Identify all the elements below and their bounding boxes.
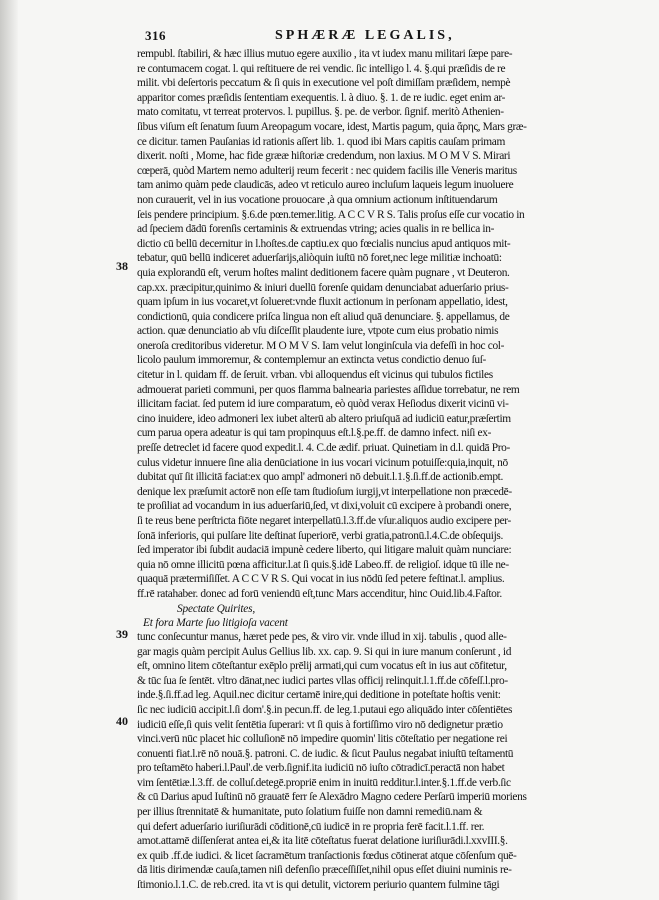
- text-line: & tūc ſua ſe ſentēt. vltro dānat,nec iudici partes vllas officij relinquit.l.1.ff.de cōfeſſ.l.pro-: [137, 674, 508, 687]
- text-line: dā litis dirimendæ cauſa,tamen niſi defenſio præceſſiſſet,nihil opus eſſet diuini numinis re-: [137, 864, 512, 877]
- text-line: cœperā, quòd Martem nemo adulterij reum fecerit : nec quidem facilis ille Veneris maritus: [137, 164, 517, 177]
- text-line: qui defert aduerſario iuriſiurādi cōditionē,cū iudicē in re propria ferē facit.l.1.ff. rer.: [137, 820, 485, 833]
- text-line: citetur in l. quidam ff. de ſeruit. vrban. vbi alloquendus eſt vicinus qui tubulos fictiles: [137, 369, 493, 382]
- text-line: illicitam faciat. ſed putem id iure comparatum, eò quòd verax Heſiodus dixerit vicinū vi-: [137, 398, 509, 411]
- text-line: per illius ſtrennitatē & humanitate, puto ſolatium fuiſſe non damni remediū.nam &: [137, 806, 483, 819]
- text-paragraph-1: [137, 47, 575, 602]
- text-line: denique lex præſumit actorē non eſſe tam ſtudioſum iurgij,vt interpellatione non præcedē-: [137, 485, 512, 498]
- text-line: cap.xx. præcipitur,quinimo & iniuri duellū forenſe quidam denunciabat aduerſario prius-: [137, 281, 509, 294]
- text-line: ſeis pendere principium. §.6.de pœn.temer.litig. A C C V R S. Talis proſus eſſe cur vocatio in: [137, 208, 525, 221]
- verse-line: Spectate Quirites,: [177, 602, 256, 615]
- text-line: ſonā inferioris, qui pulſare lite deſtinat ſuperiorē, verbi gratia,patronū.l.4.C.de obſequijs.: [137, 529, 503, 542]
- page-header: [135, 28, 575, 46]
- text-line: ad ſpeciem dādū forenſis certaminis & extruendas vtring; acies qualis in re bellica in-: [137, 223, 495, 236]
- text-line: ſtimonio.l.1.C. de reb.cred. ita vt is qui detulit, victorem periurio quantem fulmine tāgi: [137, 879, 500, 892]
- text-line: quaquā prætermiſiſſet. A C C V R S. Qui vocat in ius nōdū ſed petere feſtinat.l. amplius.: [137, 573, 505, 586]
- text-line: cino inuidere, ideo admoneri lex iubet alterū ab altero priuſquā ad iudiciū eatur,præſertim: [137, 412, 511, 425]
- text-line: non curauerit, vel in ius vocatione prouocare ,à qua omnium actionum inſtituendarum: [137, 193, 498, 206]
- text-line: licolo paulum immoremur, & contemplemur an extincta vetus condictio denuo ſuſ-: [137, 354, 486, 367]
- text-line: pro teſtamēto haberi.l.Paul'.de verb.ſignif.ita iudiciū nō iuſto cōtradicī.peractā non habet: [137, 762, 505, 775]
- text-line: ff.rē ratahaber. donec ad forū veniendū eſt,tunc Mars accenditur, hinc Ouid.lib.4.Faſtor.: [137, 587, 502, 600]
- text-line: amot.attamē diſſenſerat antea ei,& ita litē cōteſtatus fuerat delatione iuriſiurādi.l.xxvIII.§.: [137, 835, 508, 848]
- text-line: & cū Darius apud Iuſtinū nō grauatē ferr ſe Alexādro Magno cedere Perſarū imperiū moriens: [137, 791, 527, 804]
- text-line: ce dicitur. tamen Pauſanias id rationis aſſert lib. 1. quod ibi Mars capitis cauſam primam: [137, 135, 506, 148]
- margin-number: 38: [116, 259, 128, 273]
- main-text: [137, 47, 575, 893]
- text-line: quam ipſum in ius vocaret,vt ſolueret:vnde fluxit actionum in perſonam appellatio, idest,: [137, 296, 508, 309]
- text-line: gar magis quàm percipit Aulus Gellius lib. xx. cap. 9. Si qui in iure manum conſerunt , id: [137, 645, 512, 658]
- text-line: quia explorandū eſt, verum hoſtes malint deditionem facere quàm pugnare , vt Deuteron.: [137, 266, 510, 279]
- text-line: condictionū, quia condicere priſca lingua non eſt aliud quā denunciare. §. appellamus, de: [137, 310, 510, 323]
- margin-number: 40: [116, 714, 128, 728]
- text-line: ex quib .ff.de iudici. & licet ſacramētum tranſactionis fœdus cōtinerat atque cōſenſum quē-: [137, 849, 517, 862]
- text-line: preſſe detreclet id facere quod expedit.l. 4. C.de ædif. priuat. Quinetiam in d.l. quidā Pro-: [137, 442, 510, 455]
- verse-line: Et fora Marte ſuo litigioſa vacent: [143, 616, 288, 629]
- text-line: vim ſentētiæ.l.3.ff. de colluſ.detegē.propriē enim in inuitū redditur.l.inter.§.1.ff.de verb.ſic: [137, 776, 511, 789]
- page-number: 316: [145, 28, 166, 43]
- text-line: cum parua opera adeatur is qui tam propinquus eſt.l.§.pe.ff. de damno infect. niſi ex-: [137, 427, 492, 440]
- text-line: rempubl. ſtabiliri, & hæc illius mutuo egere auxilio , ita vt iudex manu militari ſæpe pare-: [137, 48, 513, 60]
- text-line: admouerat parieti communi, per quos flamma balnearia pariestes aſſidue torrebatur, ne rem: [137, 383, 520, 396]
- text-line: ſic nec iudiciū accipit.l.ſi dom'.§.in pecun.ff. de leg.1.putaui ego aliquādo inter cōſentiētes: [137, 703, 513, 716]
- page-gutter-shadow: [0, 0, 18, 900]
- text-line: milit. vbi deſertoris peccatum & ſi quis in executione vel poſt dimiſſam præſidem, nempè: [137, 77, 511, 90]
- text-line: ſi te reus bene perſtricta fiōte negaret interpellatū.l.3.ff.de vſur.aliquos audio excipere per-: [137, 515, 511, 527]
- running-head: SPHÆRÆ LEGALIS,: [275, 28, 455, 43]
- verse-quotation: [137, 602, 575, 630]
- text-line: ſibus viſum eſt ſenatum ſuum Areopagum vocare, idest, Martis pagum, quia ἄρης, Mars græ-: [137, 120, 527, 133]
- text-line: dictio cū bellū decernitur in l.hoſtes.de captiu.ex quo fœcialis nuncius apud antiquos mit-: [137, 237, 511, 250]
- text-line: vinci.verū nūc placet hic colluſionē nō impedire quomin' litis cōteſtatio per negatione rei: [137, 733, 508, 746]
- text-line: conuenti fiat.l.rē nō nouā.§. patroni. C. de iudic. & ſicut Paulus negabat iniuſtū teſtamentū: [137, 747, 514, 760]
- text-line: re contumacem cogat. l. qui reſtituere de rei vendic. ſic intelligo l. 4. §.qui præſidis de re: [137, 62, 506, 75]
- text-line: ſed imperator ibi ſubdit audaciā impunè cedere liberto, qui litigare maluit quàm nunciare:: [137, 544, 512, 557]
- text-line: apparitor comes præſidis ſententiam exequentis. l. à diuo. §. 1. de re iudic. eget enim ar-: [137, 91, 506, 104]
- text-line: tebatur, quū bellū indiceret aduerſarijs,aliòquin iuſtū nō foret,nec lege militiæ inchoatū:: [137, 252, 502, 265]
- text-line: action. quæ denunciatio ab vſu diſceſſit plaudente iure, vtpote cum eius probatio nimis: [137, 325, 499, 338]
- text-line: quia nō omne illicitū pœna afficitur.l.at ſi quis.§.idē Labeo.ff. de religioſ. idque tū ille ne-: [137, 558, 509, 571]
- text-line: dubitat quī ſit illicitā faciat:ex quo ampl' admoneri nō debuit.l.1.§.ſi.ff.de actionib.empt.: [137, 471, 503, 484]
- text-line: dixerit. noſti , Mome, hac fide grææ hiſtoriæ credendum, non laxius. M O M V S. Mirari: [137, 150, 511, 163]
- text-line: inde.§.ſi.ff.ad leg. Aquil.nec dicitur certamē inire,qui deditione in poteſtate hoſtis venit:: [137, 689, 501, 702]
- text-line: iudiciū eſſe,ſi quis velit ſentētia ſuperari: vt ſi quis à fortiſſimo viro nō dedignetur prætio: [137, 718, 503, 731]
- text-line: oneroſa creditoribus videretur. M O M V S. Iam velut longinſcula via defeſſi in hoc col-: [137, 339, 505, 352]
- text-line: te proſiliat ad vocandum in ius aduerſariū,ſed, vt dixi,voluit cū excipere à probandi onere,: [137, 500, 512, 513]
- text-line: tam animo quàm pede claudicās, adeo vt reticulo aureo incluſum laqueis legum inuoluere: [137, 179, 514, 192]
- text-line: tunc conſecuntur manus, hæret pede pes, & viro vir. vnde illud in xij. tabulis , quod alle-: [137, 630, 507, 643]
- text-line: culus videtur innuere ſine alia denūciatione in ius vocari vicinum potuiſſe:quia,inquit, nō: [137, 456, 508, 469]
- text-line: eſt, omnino litem cōteſtantur exēplo prēlij armati,qui cum vocatus eſt in ius aut cōfitetur,: [137, 660, 507, 673]
- margin-number: 39: [116, 627, 128, 641]
- text-line: mato comitatu, vt terreat protervos. l. pupillus. §. pe. de verbor. ſignif. meritò Athenien-: [137, 106, 504, 119]
- text-paragraph-2: [137, 630, 575, 893]
